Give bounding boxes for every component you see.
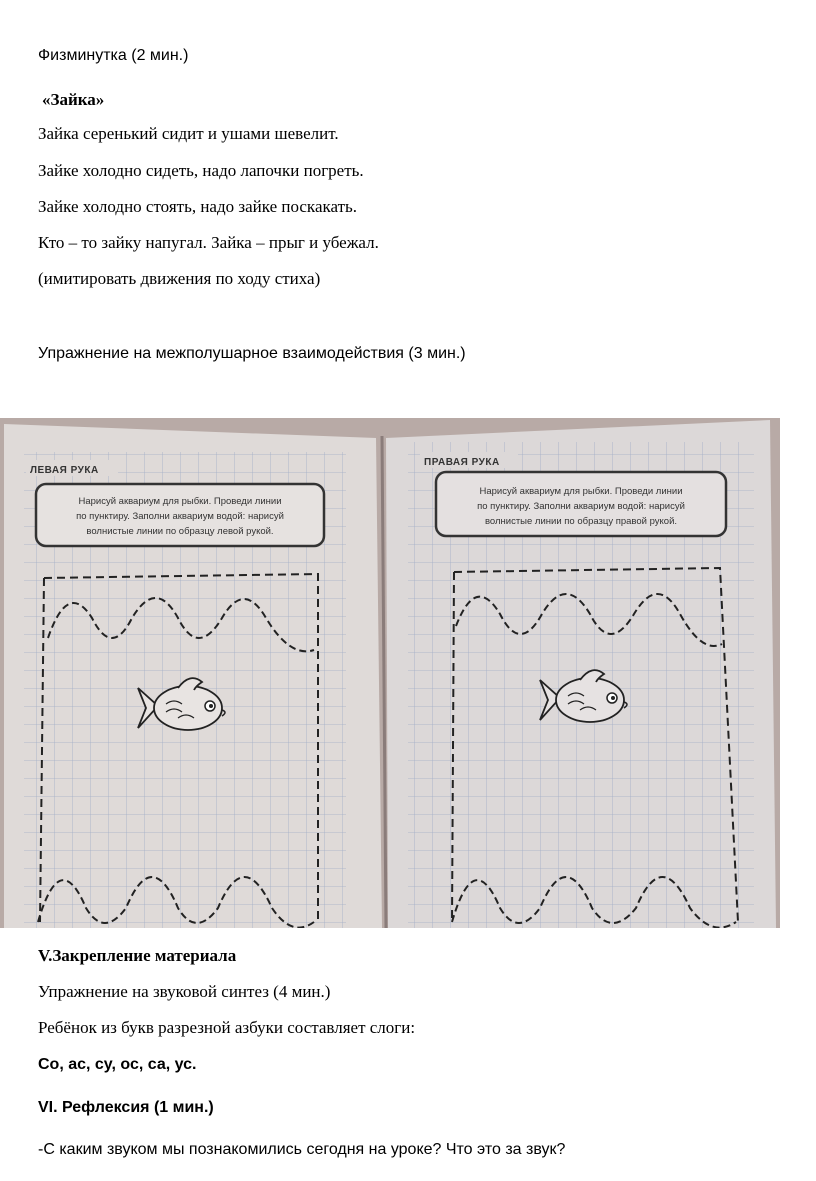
left-page-header: ЛЕВАЯ РУКА [30, 465, 99, 476]
right-instruction-line-3: волнистые линии по образцу правой рукой. [484, 516, 678, 527]
left-instruction-line-2: по пунктиру. Заполни аквариум водой: нарисуй [76, 511, 284, 522]
syllables-instruction: Ребёнок из букв разрезной азбуки составляет слоги: [38, 1018, 416, 1037]
poem-title: «Зайка» [42, 90, 105, 109]
reflection-question: -С каким звуком мы познакомились сегодня на уроке? Что это за звук? [38, 1141, 566, 1158]
right-page-header: ПРАВАЯ РУКА [424, 457, 500, 468]
poem-line-2: Зайке холодно сидеть, надо лапочки погреть. [38, 161, 364, 180]
poem-line-4: Кто – то зайку напугал. Зайка – прыг и убежал. [38, 233, 379, 252]
section-5-title: V.Закрепление материала [38, 946, 237, 965]
physical-break-heading: Физминутка (2 мин.) [38, 47, 189, 64]
poem-line-1: Зайка серенький сидит и ушами шевелит. [38, 124, 339, 143]
poem-line-3: Зайке холодно стоять, надо зайке поскакать. [38, 197, 358, 216]
left-instruction-line-3: волнистые линии по образцу левой рукой. [86, 526, 274, 537]
poem-note: (имитировать движения по ходу стиха) [38, 269, 321, 288]
workbook-photo [0, 418, 780, 928]
sound-synthesis-exercise: Упражнение на звуковой синтез (4 мин.) [38, 982, 331, 1001]
right-instruction-line-1: Нарисуй аквариум для рыбки. Проведи линии [479, 486, 683, 497]
section-6-title: VI. Рефлексия (1 мин.) [38, 1099, 214, 1116]
right-instruction-line-2: по пунктиру. Заполни аквариум водой: нарисуй [477, 501, 685, 512]
exercise-heading: Упражнение на межполушарное взаимодействия (3 мин.) [38, 345, 466, 362]
left-instruction-line-1: Нарисуй аквариум для рыбки. Проведи линии [78, 496, 282, 507]
syllables-list: Со, ас, су, ос, са, ус. [38, 1056, 197, 1073]
